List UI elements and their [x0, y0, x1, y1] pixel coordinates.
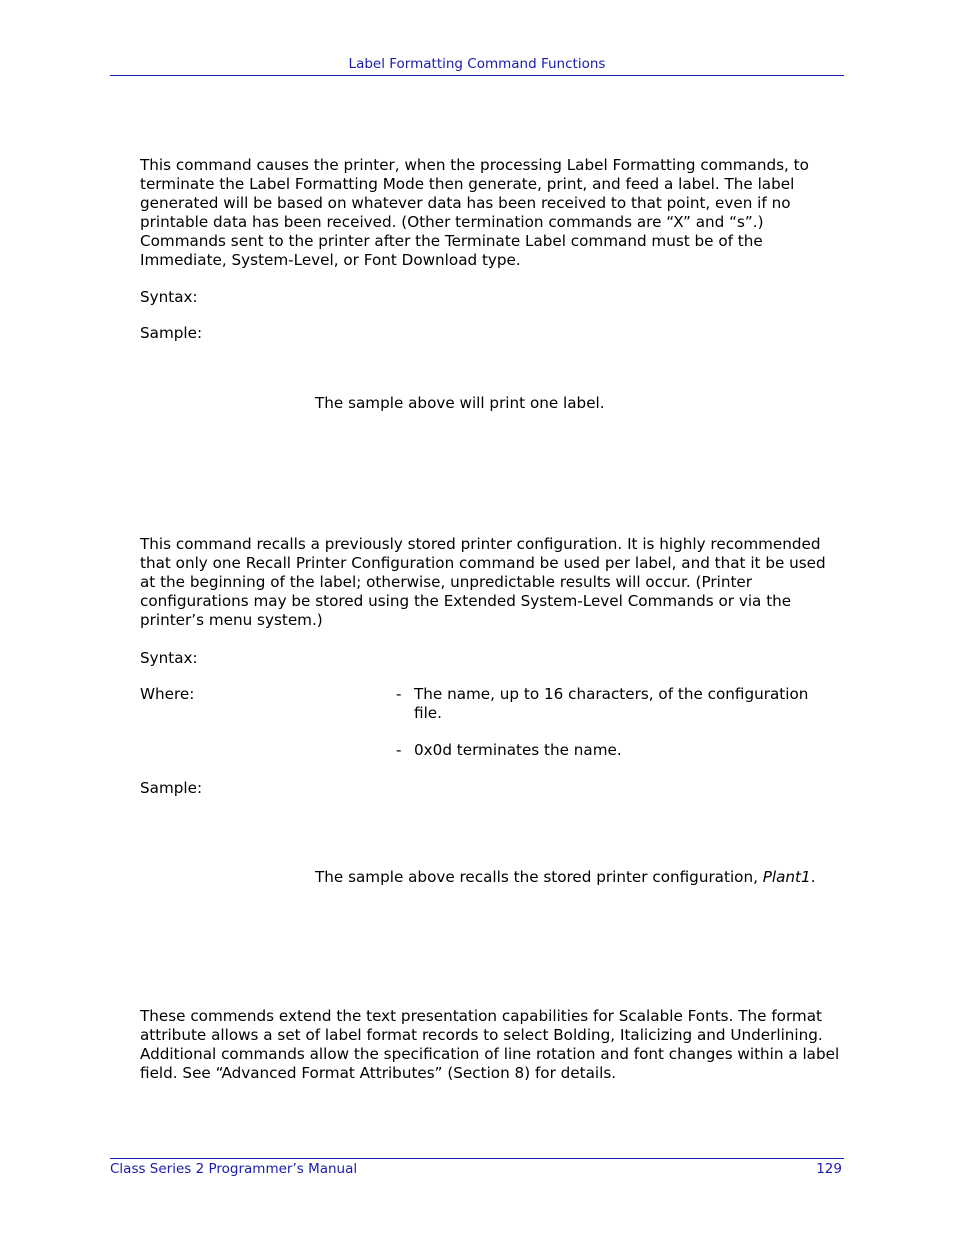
section1-syntax-label: Syntax:: [140, 288, 198, 306]
config-name: Plant1: [762, 868, 811, 886]
where-item-dash: -: [396, 741, 402, 759]
where-item: [396, 741, 836, 760]
where-item-text: 0x0d terminates the name.: [414, 741, 622, 759]
footer-rule: [110, 1158, 844, 1159]
header-rule: [110, 75, 844, 76]
where-item-text: The name, up to 16 characters, of the configuration file.: [414, 685, 809, 722]
section3-description: These commends extend the text presentation capabilities for Scalable Fonts. The format attribute allows a set of label format records to select Bolding, Italicizing and Underlining. Additional commands allow the specification of line rotation and font changes within a label field. See “Advanced Format Attributes” (Section 8) for details.: [140, 1007, 840, 1082]
section1-sample-label: Sample:: [140, 324, 203, 342]
sample-note-suffix: .: [810, 868, 816, 886]
page-number: 129: [816, 1161, 842, 1177]
section2-sample-note: [315, 868, 816, 887]
where-item-dash: -: [396, 685, 402, 703]
footer-manual-title: Class Series 2 Programmer’s Manual: [110, 1161, 358, 1177]
section1-sample-note: The sample above will print one label.: [315, 394, 605, 412]
running-header: Label Formatting Command Functions: [348, 56, 606, 72]
section2-syntax-label: Syntax:: [140, 649, 198, 667]
section2-where-label: Where:: [140, 685, 195, 703]
section2-sample-label: Sample:: [140, 779, 203, 797]
section2-description: This command recalls a previously stored printer configuration. It is highly recommended that only one Recall Printer Configuration command be used per label, and that it be used at the beginning of the label; otherwise, unpredictable results will occur. (Printer configurations may be stored using the Extended System-Level Commands or via the printer’s menu system.): [140, 535, 826, 629]
where-item: [396, 685, 836, 723]
sample-note-prefix: The sample above recalls the stored printer configuration,: [315, 868, 763, 886]
section1-description: This command causes the printer, when the processing Label Formatting commands, to terminate the Label Formatting Mode then generate, print, and feed a label. The label generated will be based on whatever data has been received to that point, even if no printable data has been received. (Other termination commands are “X” and “s”.) Commands sent to the printer after the Terminate Label command must be of the Immediate, System-Level, or Font Download type.: [140, 156, 809, 269]
